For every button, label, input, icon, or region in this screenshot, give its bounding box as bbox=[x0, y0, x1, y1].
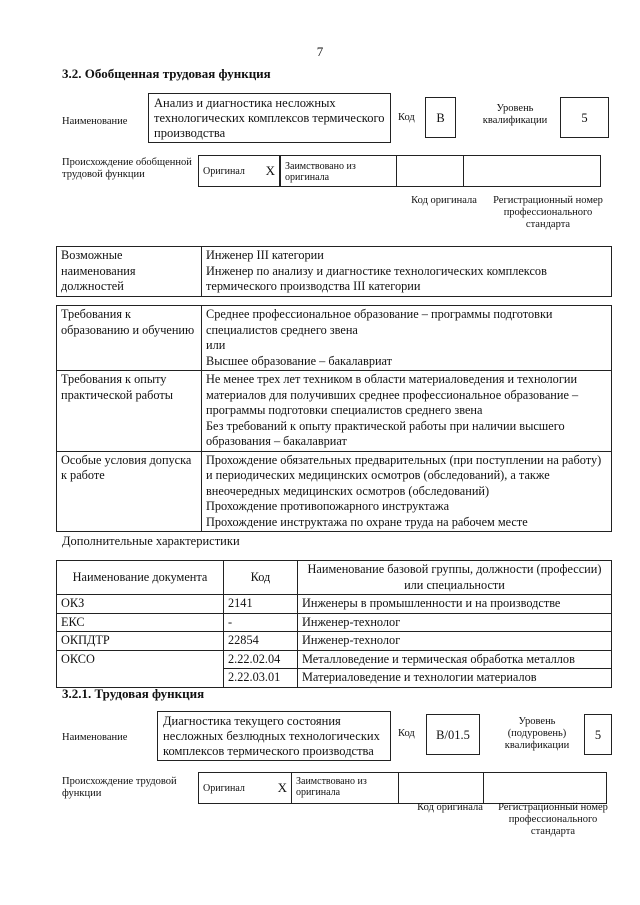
gtf-original-cell bbox=[199, 156, 280, 187]
doc-cell: ОКЗ bbox=[57, 595, 224, 614]
tf-code-original-label: Код оригинала bbox=[417, 802, 483, 813]
tf-original-label: Оригинал bbox=[203, 782, 245, 794]
gtf-original-label: Оригинал bbox=[203, 165, 245, 177]
gtf-origin-table bbox=[198, 155, 601, 187]
group-cell: Инженеры в промышленности и на производстве bbox=[298, 595, 612, 614]
code-cell: 22854 bbox=[224, 632, 298, 651]
page-number: 7 bbox=[316, 44, 324, 59]
experience-label: Требования к опыту практической работы bbox=[57, 371, 202, 452]
gtf-original-mark: X bbox=[265, 163, 275, 179]
code-cell: - bbox=[224, 613, 298, 632]
col-header-code: Код bbox=[224, 561, 298, 595]
additional-table bbox=[56, 560, 612, 688]
gtf-name-field: Анализ и диагностика несложных технологических комплексов термического производства bbox=[148, 93, 391, 143]
conditions-value: Прохождение обязательных предварительных (при поступлении на работу) и периодических медицинских осмотров (обследований), а также внеочередных медицинских осмотров (обследований) Прохождение противопожарного инструктажа Прохождение инструктажа по охране труда на рабочем месте bbox=[202, 451, 612, 532]
tf-heading: 3.2.1. Трудовая функция bbox=[62, 686, 205, 701]
group-cell: Инженер-технолог bbox=[298, 632, 612, 651]
doc-cell: ЕКС bbox=[57, 613, 224, 632]
additional-heading: Дополнительные характеристики bbox=[62, 534, 240, 548]
gtf-heading: 3.2. Обобщенная трудовая функция bbox=[62, 66, 271, 81]
table-row bbox=[57, 595, 612, 614]
gtf-code-original-cell bbox=[397, 156, 464, 187]
conditions-label: Особые условия допуска к работе bbox=[57, 451, 202, 532]
tf-code-field: B/01.5 bbox=[426, 714, 480, 755]
gtf-level-label: Уровень квалификации bbox=[482, 103, 548, 126]
tf-origin-table bbox=[198, 772, 607, 804]
table-row bbox=[57, 613, 612, 632]
tf-reg-number-label: Регистрационный номер профессионального стандарта bbox=[498, 802, 608, 837]
doc-cell: ОКСО bbox=[57, 650, 224, 687]
education-value: Среднее профессиональное образование – программы подготовки специалистов среднего звена или Высшее образование – бакалавриат bbox=[202, 306, 612, 371]
code-cell: 2141 bbox=[224, 595, 298, 614]
gtf-borrowed-label: Заимствовано из оригинала bbox=[285, 161, 356, 183]
tf-level-field: 5 bbox=[584, 714, 612, 755]
positions-value: Инженер III категории Инженер по анализу и диагностике технологических комплексов термического производства III категории bbox=[202, 247, 612, 297]
experience-value: Не менее трех лет техником в области материаловедения и технологии материалов для получивших среднее профессиональное образование – программы подготовки специалистов среднего звена Без требований к опыту практической работы при наличии высшего образования – бакалавриат bbox=[202, 371, 612, 452]
education-label: Требования к образованию и обучению bbox=[57, 306, 202, 371]
code-cell: 2.22.03.01 bbox=[224, 669, 298, 688]
requirement-row bbox=[57, 451, 612, 532]
gtf-reg-number-cell bbox=[464, 156, 601, 187]
requirement-row bbox=[57, 306, 612, 371]
tf-origin-label: Происхождение трудовой функции bbox=[62, 776, 177, 799]
code-cell: 2.22.02.04 bbox=[224, 650, 298, 669]
tf-code-original-cell bbox=[399, 773, 484, 804]
gtf-reg-number-label: Регистрационный номер профессионального стандарта bbox=[493, 195, 603, 230]
col-header-group: Наименование базовой группы, должности (профессии) или специальности bbox=[298, 561, 612, 595]
gtf-origin-label: Происхождение обобщенной трудовой функции bbox=[62, 157, 192, 180]
group-cell: Инженер-технолог bbox=[298, 613, 612, 632]
gtf-code-original-label: Код оригинала bbox=[411, 195, 477, 206]
requirement-row bbox=[57, 371, 612, 452]
tf-original-mark: X bbox=[277, 780, 287, 796]
group-cell: Металловедение и термическая обработка металлов bbox=[298, 650, 612, 669]
col-header-document: Наименование документа bbox=[57, 561, 224, 595]
doc-cell: ОКПДТР bbox=[57, 632, 224, 651]
gtf-borrowed-cell bbox=[281, 156, 397, 187]
table-row bbox=[57, 632, 612, 651]
tf-original-cell bbox=[199, 773, 292, 804]
tf-reg-number-cell bbox=[484, 773, 607, 804]
tf-code-label: Код bbox=[398, 728, 415, 739]
additional-header-row bbox=[57, 561, 612, 595]
tf-borrowed-cell bbox=[292, 773, 399, 804]
tf-borrowed-label: Заимствовано из оригинала bbox=[296, 776, 367, 798]
tf-name-field: Диагностика текущего состояния несложных безлюдных технологических комплексов термического производства bbox=[157, 711, 391, 761]
requirements-table bbox=[56, 305, 612, 532]
gtf-level-field: 5 bbox=[560, 97, 609, 138]
gtf-name-label: Наименование bbox=[62, 116, 128, 127]
positions-table bbox=[56, 246, 612, 297]
tf-level-label: Уровень (подуровень) квалификации bbox=[504, 716, 570, 751]
positions-label: Возможные наименования должностей bbox=[57, 247, 202, 297]
table-row bbox=[57, 650, 612, 669]
tf-name-label: Наименование bbox=[62, 732, 128, 743]
gtf-code-label: Код bbox=[398, 112, 415, 123]
group-cell: Материаловедение и технологии материалов bbox=[298, 669, 612, 688]
gtf-code-field: B bbox=[425, 97, 456, 138]
